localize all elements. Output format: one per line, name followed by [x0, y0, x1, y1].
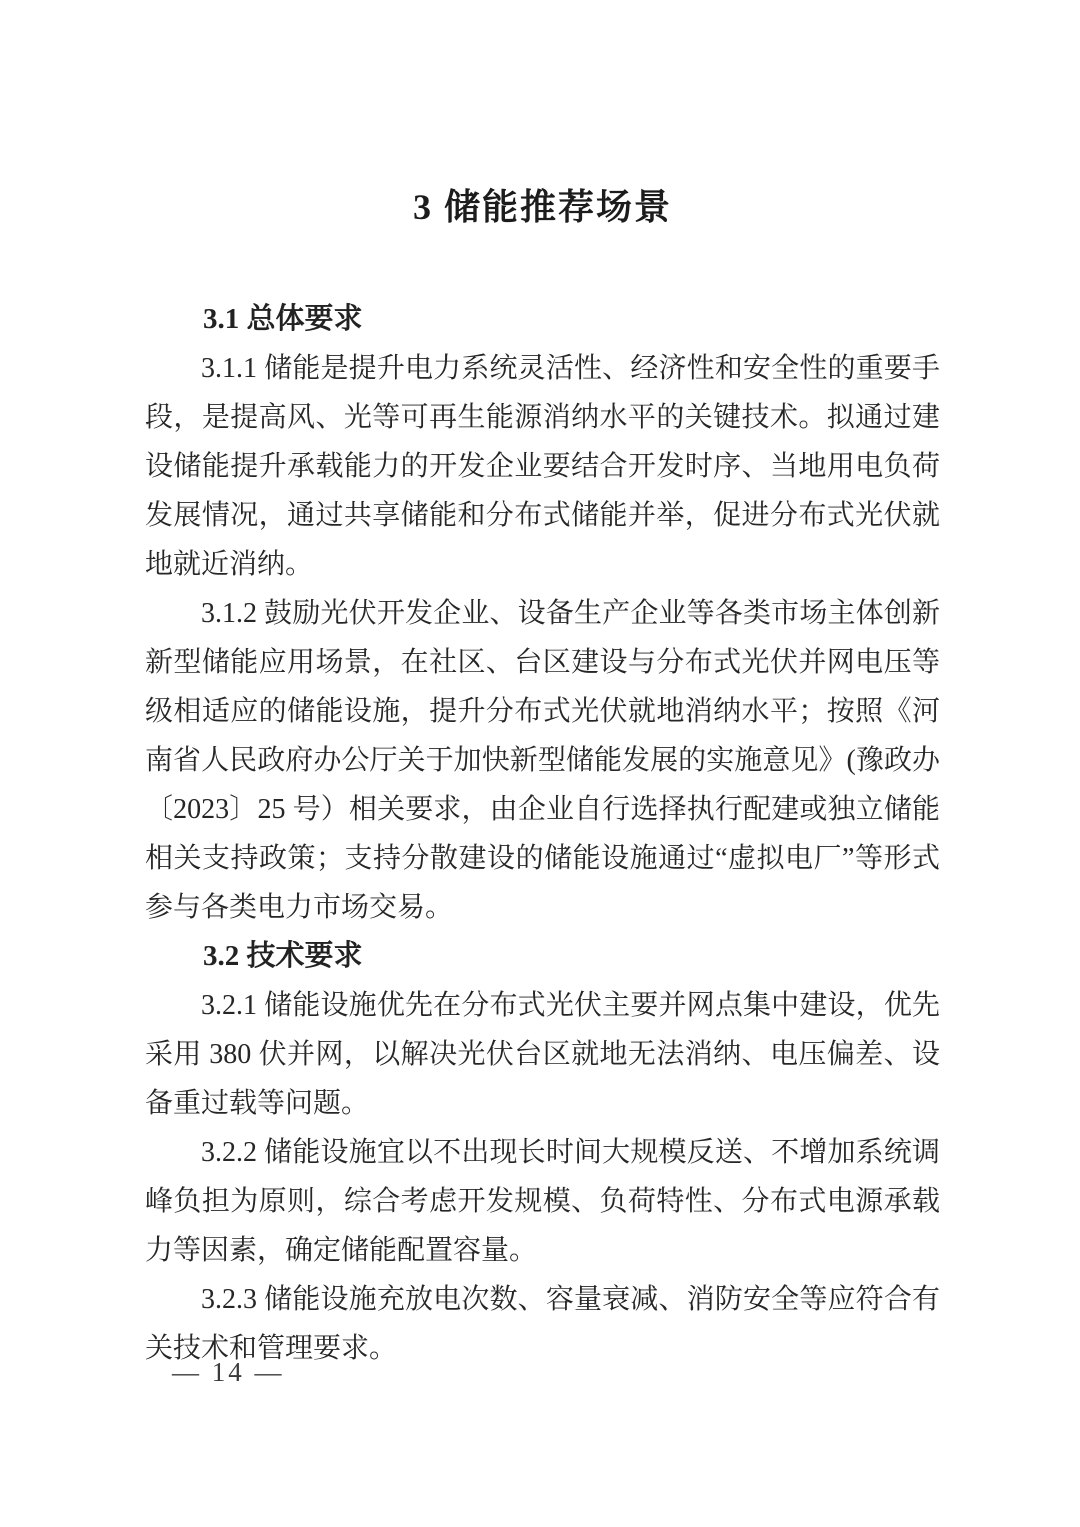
paragraph-3-2-2: 3.2.2 储能设施宜以不出现长时间大规模反送、不增加系统调峰负担为原则，综合考虑开发规模、负荷特性、分布式电源承载力等因素，确定储能配置容量。	[145, 1137, 940, 1266]
section-3-1-heading: 3.1 总体要求	[203, 303, 363, 335]
section-3-2	[145, 932, 940, 1373]
paragraph-3-2-3: 3.2.3 储能设施充放电次数、容量衰减、消防安全等应符合有关技术和管理要求。	[145, 1284, 940, 1364]
paragraph-3-2-1: 3.2.1 储能设施优先在分布式光伏主要并网点集中建设，优先采用 380 伏并网，以解决光伏台区就地无法消纳、电压偏差、设备重过载等问题。	[145, 990, 940, 1119]
page-number: — 14 —	[172, 1357, 285, 1387]
paragraph-3-1-2: 3.1.2 鼓励光伏开发企业、设备生产企业等各类市场主体创新新型储能应用场景，在社区、台区建设与分布式光伏并网电压等级相适应的储能设施，提升分布式光伏就地消纳水平；按照《河南省人民政府办公厅关于加快新型储能发展的实施意见》(豫政办〔2023〕25 号）相关要求，由企业自行选择执行配建或独立储能相关支持政策；支持分散建设的储能设施通过“虚拟电厂”等形式参与各类电力市场交易。	[145, 598, 940, 923]
section-3-1	[145, 295, 940, 932]
page-title: 3 储能推荐场景	[412, 187, 672, 227]
page-footer	[172, 1352, 285, 1392]
section-3-2-heading: 3.2 技术要求	[203, 940, 363, 972]
paragraph-3-1-1: 3.1.1 储能是提升电力系统灵活性、经济性和安全性的重要手段，是提高风、光等可再生能源消纳水平的关键技术。拟通过建设储能提升承载能力的开发企业要结合开发时序、当地用电负荷发展情况，通过共享储能和分布式储能并举，促进分布式光伏就地就近消纳。	[145, 353, 940, 580]
